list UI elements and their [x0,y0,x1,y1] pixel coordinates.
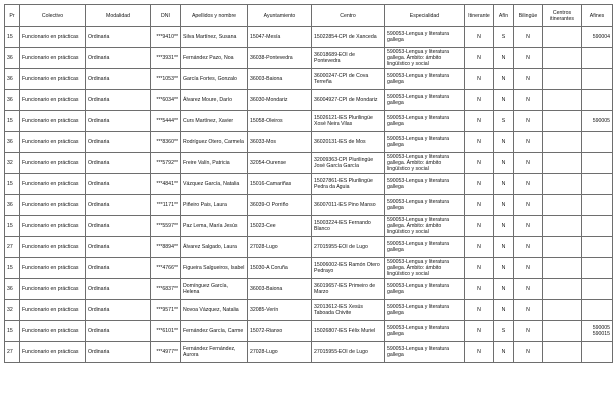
cell-afin: N [494,300,514,321]
column-header-modalidad: Modalidad [86,5,151,27]
cell-afines [582,195,613,216]
cell-especialidad: 590053-Lengua y literatura gallega. Ámbito: ámbito lingüístico y social [385,153,465,174]
cell-especialidad: 590053-Lengua y literatura gallega [385,342,465,363]
cell-modalidad: Ordinaria [86,132,151,153]
cell-ayuntamiento: 36039-O Porriño [248,195,312,216]
cell-dni: ***9410** [151,27,181,48]
cell-ayuntamiento: 15016-Camariñas [248,174,312,195]
cell-colectivo: Funcionario en prácticas [20,216,86,237]
cell-pr: 15 [5,27,20,48]
cell-ayuntamiento: 27028-Lugo [248,342,312,363]
cell-colectivo: Funcionario en prácticas [20,237,86,258]
cell-afines [582,342,613,363]
cell-especialidad: 590053-Lengua y literatura gallega [385,237,465,258]
cell-afines [582,48,613,69]
cell-bilingue: N [514,132,543,153]
cell-pr: 36 [5,279,20,300]
cell-colectivo: Funcionario en prácticas [20,111,86,132]
cell-centro: 27015955-EOI de Lugo [312,237,385,258]
cell-pr: 36 [5,48,20,69]
column-header-bilingue: Bilingüe [514,5,543,27]
cell-colectivo: Funcionario en prácticas [20,48,86,69]
cell-afines [582,279,613,300]
cell-centro: 15006002-IES Ramón Otero Pedrayo [312,258,385,279]
cell-modalidad: Ordinaria [86,69,151,90]
cell-especialidad: 590053-Lengua y literatura gallega [385,69,465,90]
cell-afin: N [494,237,514,258]
cell-centros-itinerantes [543,48,582,69]
column-header-colectivo: Colectivo [20,5,86,27]
cell-itinerante: N [465,237,494,258]
cell-afines [582,132,613,153]
cell-bilingue: N [514,321,543,342]
cell-colectivo: Funcionario en prácticas [20,174,86,195]
cell-ayuntamiento: 15058-Oleiros [248,111,312,132]
column-header-especialidad: Especialidad [385,5,465,27]
cell-itinerante: N [465,195,494,216]
cell-ayuntamiento: 15023-Cee [248,216,312,237]
cell-especialidad: 590053-Lengua y literatura gallega [385,279,465,300]
cell-centros-itinerantes [543,342,582,363]
cell-pr: 15 [5,174,20,195]
cell-centros-itinerantes [543,174,582,195]
cell-itinerante: N [465,27,494,48]
cell-dni: ***5444** [151,111,181,132]
cell-centros-itinerantes [543,321,582,342]
cell-itinerante: N [465,69,494,90]
table-row [5,111,613,132]
cell-afin: N [494,342,514,363]
cell-apellidos-nombre: Silva Martínez, Susana [181,27,248,48]
cell-afin: N [494,48,514,69]
cell-centro: 32009363-CPI Plurilingüe José García García [312,153,385,174]
cell-pr: 15 [5,111,20,132]
cell-pr: 15 [5,216,20,237]
cell-colectivo: Funcionario en prácticas [20,90,86,111]
cell-bilingue: N [514,342,543,363]
cell-dni: ***3931** [151,48,181,69]
table-row [5,48,613,69]
cell-afin: N [494,90,514,111]
cell-modalidad: Ordinaria [86,195,151,216]
cell-centro: 15026807-IES Félix Muriel [312,321,385,342]
cell-especialidad: 590053-Lengua y literatura gallega. Ámbito: ámbito lingüístico y social [385,216,465,237]
cell-afin: N [494,132,514,153]
cell-dni: ***4977** [151,342,181,363]
table-row [5,195,613,216]
cell-itinerante: N [465,174,494,195]
cell-centro: 36020131-IES de Mos [312,132,385,153]
table-row [5,132,613,153]
cell-bilingue: N [514,48,543,69]
cell-pr: 36 [5,195,20,216]
cell-ayuntamiento: 32085-Verín [248,300,312,321]
cell-centros-itinerantes [543,153,582,174]
cell-modalidad: Ordinaria [86,258,151,279]
cell-dni: ***6837** [151,279,181,300]
cell-ayuntamiento: 15030-A Coruña [248,258,312,279]
cell-ayuntamiento: 32054-Ourense [248,153,312,174]
cell-modalidad: Ordinaria [86,237,151,258]
cell-centro: 15003224-IES Fernando Blanco [312,216,385,237]
table-row [5,279,613,300]
cell-pr: 15 [5,321,20,342]
cell-apellidos-nombre: Álvarez Salgado, Laura [181,237,248,258]
cell-bilingue: N [514,153,543,174]
cell-pr: 15 [5,258,20,279]
cell-afin: S [494,111,514,132]
cell-apellidos-nombre: Rodríguez Otero, Carmela [181,132,248,153]
cell-dni: ***1171** [151,195,181,216]
cell-pr: 36 [5,69,20,90]
cell-modalidad: Ordinaria [86,279,151,300]
cell-centro: 27015955-EOI de Lugo [312,342,385,363]
cell-dni: ***6034** [151,90,181,111]
cell-afines: 590005 [582,111,613,132]
cell-especialidad: 590053-Lengua y literatura gallega [385,174,465,195]
column-header-ayuntamiento: Ayuntamiento [248,5,312,27]
table-row [5,174,613,195]
cell-bilingue: N [514,111,543,132]
cell-colectivo: Funcionario en prácticas [20,153,86,174]
cell-afines: 590004 [582,27,613,48]
table-row [5,216,613,237]
cell-afines: 590005 590015 [582,321,613,342]
table-row [5,69,613,90]
cell-itinerante: N [465,153,494,174]
cell-afin: N [494,195,514,216]
cell-apellidos-nombre: Fernández Fernández, Aurora [181,342,248,363]
cell-centros-itinerantes [543,195,582,216]
cell-especialidad: 590053-Lengua y literatura gallega [385,132,465,153]
cell-ayuntamiento: 15072-Rianxo [248,321,312,342]
cell-dni: ***1053** [151,69,181,90]
cell-itinerante: N [465,321,494,342]
cell-dni: ***9571** [151,300,181,321]
cell-pr: 36 [5,132,20,153]
cell-itinerante: N [465,258,494,279]
cell-centros-itinerantes [543,216,582,237]
cell-centros-itinerantes [543,90,582,111]
cell-dni: ***4841** [151,174,181,195]
column-header-centros-itinerantes: Centros itinerantes [543,5,582,27]
cell-modalidad: Ordinaria [86,111,151,132]
cell-especialidad: 590053-Lengua y literatura gallega. Ámbito: ámbito lingüístico y social [385,48,465,69]
cell-modalidad: Ordinaria [86,174,151,195]
cell-apellidos-nombre: Freire Valín, Patricia [181,153,248,174]
cell-dni: ***4766** [151,258,181,279]
cell-dni: ***8360** [151,132,181,153]
cell-centros-itinerantes [543,300,582,321]
cell-itinerante: N [465,300,494,321]
assignments-table [4,4,613,363]
cell-centro: 15026121-IES Plurilingüe Xosé Neira Vilas [312,111,385,132]
cell-colectivo: Funcionario en prácticas [20,342,86,363]
cell-modalidad: Ordinaria [86,216,151,237]
cell-centro: 36000247-CPI de Cova Terreña [312,69,385,90]
cell-centro: 36019657-IES Primeiro de Marzo [312,279,385,300]
cell-apellidos-nombre: Domínguez García, Helena [181,279,248,300]
cell-centro: 15027861-IES Plurilingüe Pedra da Aguia [312,174,385,195]
cell-colectivo: Funcionario en prácticas [20,258,86,279]
cell-colectivo: Funcionario en prácticas [20,195,86,216]
cell-afines [582,174,613,195]
cell-colectivo: Funcionario en prácticas [20,132,86,153]
cell-colectivo: Funcionario en prácticas [20,279,86,300]
cell-centros-itinerantes [543,237,582,258]
cell-apellidos-nombre: Paz Lema, María Jesús [181,216,248,237]
table-row [5,300,613,321]
cell-modalidad: Ordinaria [86,153,151,174]
cell-ayuntamiento: 36038-Pontevedra [248,48,312,69]
cell-bilingue: N [514,258,543,279]
cell-bilingue: N [514,216,543,237]
column-header-centro: Centro [312,5,385,27]
cell-bilingue: N [514,174,543,195]
cell-apellidos-nombre: García Fortes, Gonzalo [181,69,248,90]
column-header-afin: Afín [494,5,514,27]
cell-centro: 15022854-CPI de Xanceda [312,27,385,48]
cell-bilingue: N [514,195,543,216]
cell-especialidad: 590053-Lengua y literatura gallega. Ámbito: ámbito lingüístico y social [385,258,465,279]
cell-ayuntamiento: 36030-Mondariz [248,90,312,111]
cell-centro: 36018689-EOI de Pontevedra [312,48,385,69]
cell-colectivo: Funcionario en prácticas [20,300,86,321]
cell-afines [582,90,613,111]
table-header [5,5,613,27]
cell-apellidos-nombre: Fernández Pazo, Noa [181,48,248,69]
table-row [5,258,613,279]
cell-centros-itinerantes [543,132,582,153]
cell-colectivo: Funcionario en prácticas [20,27,86,48]
cell-especialidad: 590053-Lengua y literatura gallega [385,321,465,342]
cell-modalidad: Ordinaria [86,48,151,69]
cell-pr: 36 [5,90,20,111]
cell-afin: S [494,27,514,48]
cell-bilingue: N [514,27,543,48]
cell-bilingue: N [514,279,543,300]
cell-pr: 27 [5,237,20,258]
cell-itinerante: N [465,132,494,153]
cell-ayuntamiento: 36003-Baiona [248,69,312,90]
cell-itinerante: N [465,48,494,69]
table-row [5,153,613,174]
cell-centro: 36004927-CPI de Mondariz [312,90,385,111]
cell-centros-itinerantes [543,27,582,48]
table-row [5,90,613,111]
document-page [4,4,612,363]
cell-itinerante: N [465,342,494,363]
cell-ayuntamiento: 36003-Baiona [248,279,312,300]
header-row [5,5,613,27]
cell-afin: N [494,279,514,300]
table-body [5,27,613,363]
cell-centro: 36007011-IES Pino Manso [312,195,385,216]
cell-bilingue: N [514,69,543,90]
cell-bilingue: N [514,300,543,321]
cell-modalidad: Ordinaria [86,321,151,342]
cell-modalidad: Ordinaria [86,90,151,111]
cell-bilingue: N [514,90,543,111]
cell-centros-itinerantes [543,279,582,300]
cell-apellidos-nombre: Álvarez Moure, Darío [181,90,248,111]
cell-dni: ***5597** [151,216,181,237]
table-row [5,321,613,342]
cell-centro: 32013612-IES Xesús Taboada Chivite [312,300,385,321]
cell-ayuntamiento: 15047-Mesía [248,27,312,48]
cell-afin: N [494,153,514,174]
cell-apellidos-nombre: Vázquez García, Natalia [181,174,248,195]
cell-apellidos-nombre: Curs Martínez, Xavier [181,111,248,132]
cell-modalidad: Ordinaria [86,342,151,363]
cell-modalidad: Ordinaria [86,27,151,48]
cell-afines [582,237,613,258]
column-header-apellidos-nombre: Apellidos y nombre [181,5,248,27]
cell-especialidad: 590053-Lengua y literatura gallega [385,195,465,216]
cell-afines [582,300,613,321]
column-header-pr: Pr [5,5,20,27]
cell-apellidos-nombre: Novoa Vázquez, Natalia [181,300,248,321]
cell-especialidad: 590053-Lengua y literatura gallega [385,27,465,48]
cell-ayuntamiento: 36033-Mos [248,132,312,153]
table-row [5,237,613,258]
cell-afin: S [494,321,514,342]
cell-dni: ***6101** [151,321,181,342]
cell-afin: N [494,69,514,90]
cell-especialidad: 590053-Lengua y literatura gallega [385,90,465,111]
cell-dni: ***5792** [151,153,181,174]
column-header-afines: Afines [582,5,613,27]
cell-itinerante: N [465,279,494,300]
cell-afin: N [494,258,514,279]
cell-apellidos-nombre: Piñeiro Pais, Laura [181,195,248,216]
cell-centros-itinerantes [543,258,582,279]
cell-afin: N [494,216,514,237]
cell-afin: N [494,174,514,195]
cell-modalidad: Ordinaria [86,300,151,321]
cell-colectivo: Funcionario en prácticas [20,69,86,90]
cell-afines [582,216,613,237]
cell-afines [582,258,613,279]
cell-apellidos-nombre: Fernández García, Carme [181,321,248,342]
cell-colectivo: Funcionario en prácticas [20,321,86,342]
cell-itinerante: N [465,216,494,237]
cell-bilingue: N [514,237,543,258]
cell-afines [582,153,613,174]
cell-apellidos-nombre: Figueira Salgueiros, Isabel [181,258,248,279]
cell-centros-itinerantes [543,111,582,132]
cell-especialidad: 590053-Lengua y literatura gallega [385,300,465,321]
cell-especialidad: 590053-Lengua y literatura gallega [385,111,465,132]
cell-pr: 32 [5,300,20,321]
cell-ayuntamiento: 27028-Lugo [248,237,312,258]
cell-itinerante: N [465,111,494,132]
cell-itinerante: N [465,90,494,111]
column-header-dni: DNI [151,5,181,27]
cell-pr: 32 [5,153,20,174]
table-row [5,27,613,48]
cell-centros-itinerantes [543,69,582,90]
cell-dni: ***8894** [151,237,181,258]
cell-pr: 27 [5,342,20,363]
cell-afines [582,69,613,90]
table-row [5,342,613,363]
column-header-itinerante: Itinerante [465,5,494,27]
